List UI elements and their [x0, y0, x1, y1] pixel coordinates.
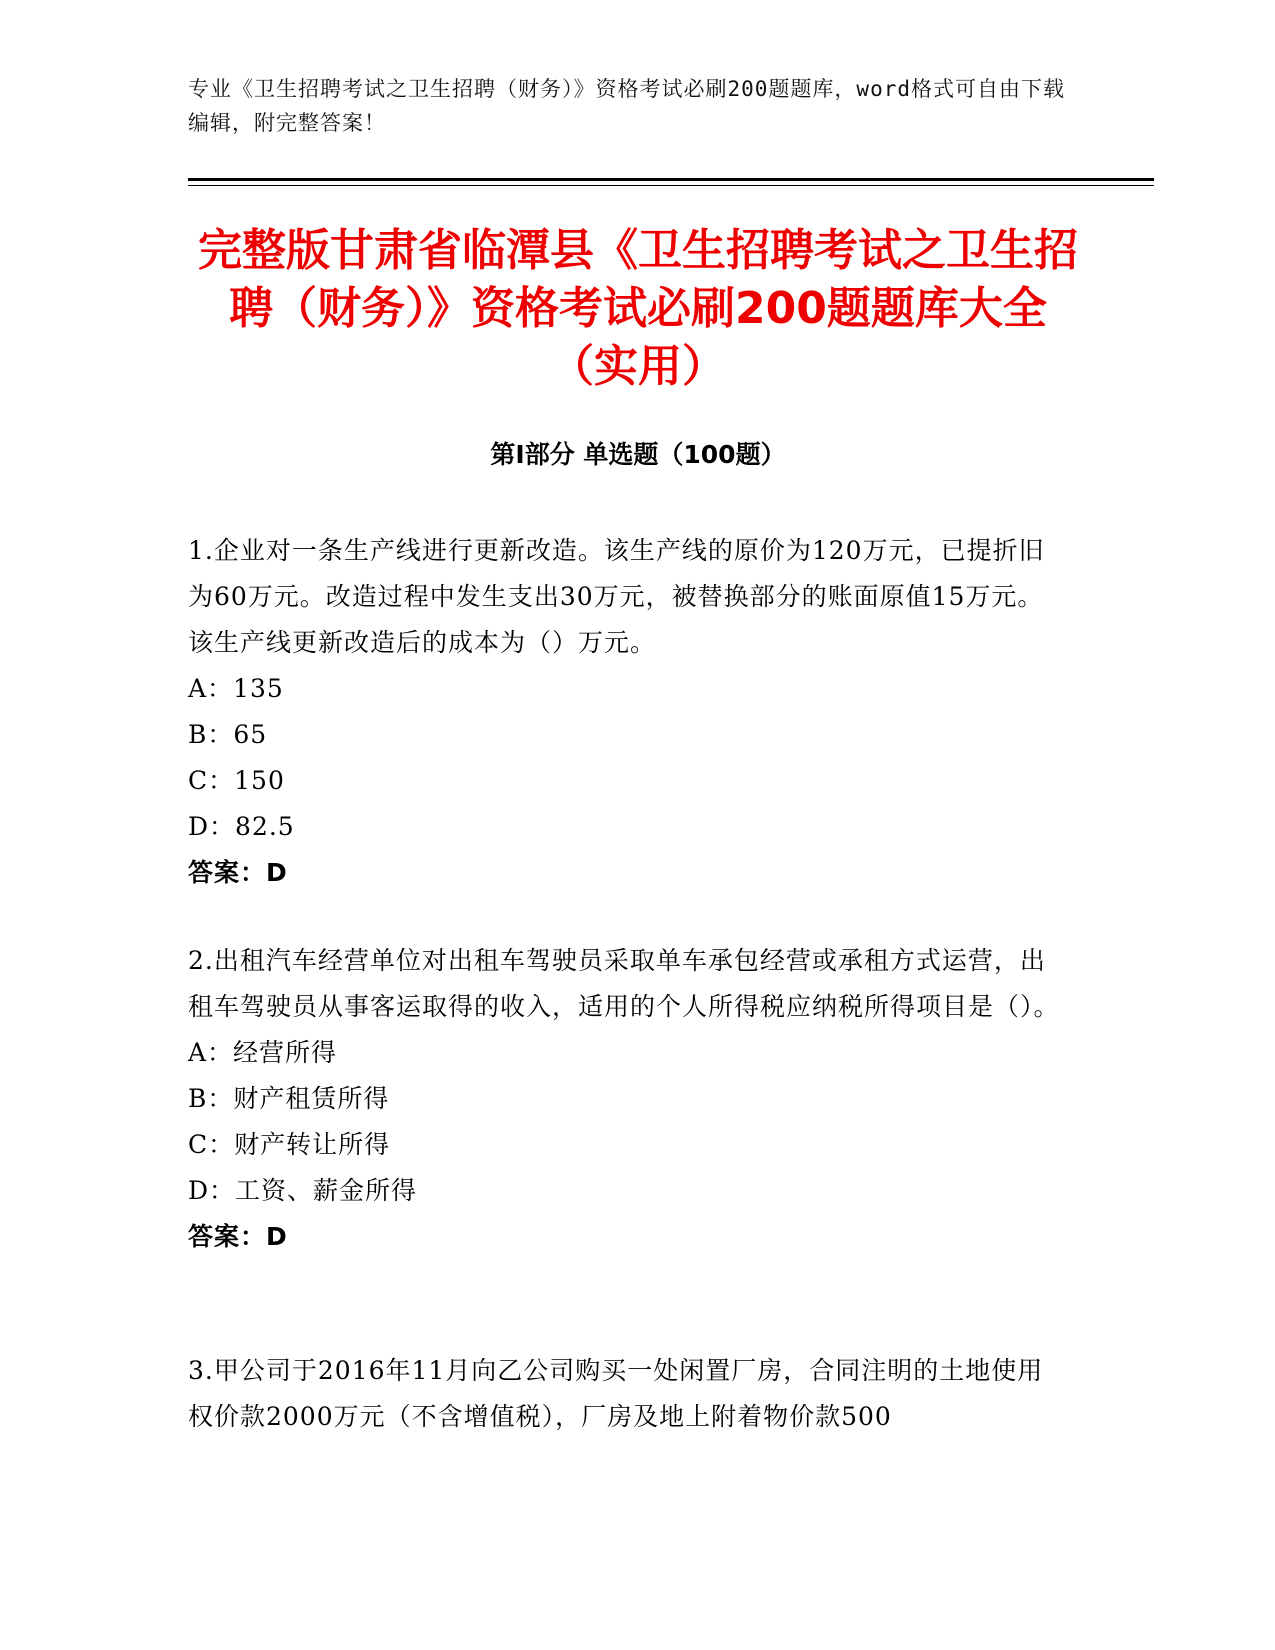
option-b: B：财产租赁所得 — [188, 1084, 390, 1113]
question-text: 3.甲公司于2016年11月向乙公司购买一处闲置厂房，合同注明的土地使用权价款2000万元（不含增值税），厂房及地上附着物价款500 — [188, 1356, 1044, 1431]
option-a: A：135 — [188, 674, 284, 703]
header-divider-thin — [188, 185, 1154, 186]
answer: 答案：D — [188, 1222, 288, 1251]
answer: 答案：D — [188, 858, 288, 887]
header-divider-thick — [188, 178, 1154, 181]
question-3 — [188, 1348, 1068, 1440]
question-text: 2.出租汽车经营单位对出租车驾驶员采取单车承包经营或承租方式运营，出租车驾驶员从事客运取得的收入，适用的个人所得税应纳税所得项目是（）。 — [188, 946, 1060, 1021]
question-1 — [188, 528, 1068, 896]
option-d: D：工资、薪金所得 — [188, 1176, 418, 1205]
header-note: 专业《卫生招聘考试之卫生招聘（财务）》资格考试必刷200题题库，word格式可自由下载编辑，附完整答案！ — [188, 77, 1065, 135]
section-title: 第Ⅰ部分 单选题（100题） — [490, 440, 786, 469]
option-c: C：150 — [188, 766, 285, 795]
option-a: A：经营所得 — [188, 1038, 338, 1067]
question-2 — [188, 938, 1068, 1260]
document-title: 完整版甘肃省临潭县《卫生招聘考试之卫生招聘（财务）》资格考试必刷200题题库大全（实用） — [198, 225, 1078, 392]
question-text: 1.企业对一条生产线进行更新改造。该生产线的原价为120万元，已提折旧为60万元。改造过程中发生支出30万元，被替换部分的账面原值15万元。该生产线更新改造后的成本为（）万元。 — [188, 536, 1045, 657]
option-d: D：82.5 — [188, 812, 295, 841]
option-b: B：65 — [188, 720, 268, 749]
option-c: C：财产转让所得 — [188, 1130, 391, 1159]
